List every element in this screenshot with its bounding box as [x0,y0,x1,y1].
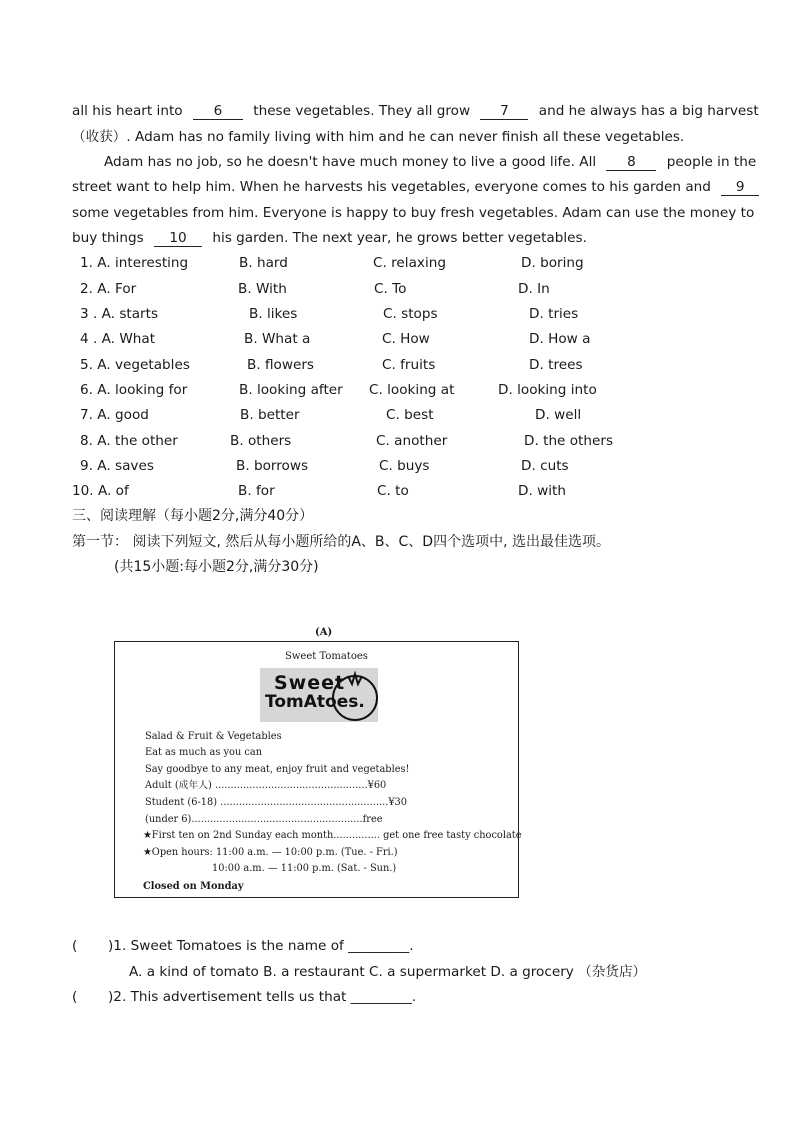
option-b: B. borrows [236,458,309,474]
option-d: D. the others [524,433,614,449]
ad-line: Salad & Fruit & Vegetables [145,731,282,742]
option-a: 4 . A. What [80,331,156,347]
question-2: )2. This advertisement tells us that _________. [108,989,417,1005]
ad-closed-day: Closed on Monday [143,881,244,892]
option-a: 9. A. saves [80,458,154,474]
passage-text: Adam has no job, so he doesn't have much money to live a good life. All [104,154,597,170]
option-d: D. cuts [521,458,569,474]
option-b: B. What a [244,331,311,347]
passage-line-5: some vegetables from him. Everyone is happy to buy fresh vegetables. Adam can use the money to [72,205,755,221]
option-row [0,305,794,323]
option-row [0,254,794,272]
passage-line-2: （收获）. Adam has no family living with him and he can never finish all these vegetables. [72,129,685,145]
blank-6: 6 [193,103,243,120]
passage-line-6 [72,229,587,247]
option-b: B. flowers [247,357,314,373]
option-c: C. another [376,433,448,449]
option-c: C. to [377,483,409,499]
option-a: 8. A. the other [80,433,178,449]
option-d: D. well [535,407,582,423]
option-a: 1. A. interesting [80,255,189,271]
option-d: D. looking into [498,382,597,398]
passage-line-1 [72,102,759,120]
option-c: C. looking at [369,382,455,398]
option-b: B. for [238,483,275,499]
option-c: C. stops [383,306,438,322]
option-a: 3 . A. starts [80,306,159,322]
blank-9: 9 [721,179,759,196]
ad-line: Say goodbye to any meat, enjoy fruit and vegetables! [145,764,410,775]
option-c: C. How [382,331,430,347]
option-a: 2. A. For [80,281,137,297]
option-a: 10. A. of [72,483,129,499]
option-a: 6. A. looking for [80,382,188,398]
passage-text: buy things [72,230,144,246]
q1-paren: ( [72,938,78,954]
option-c: C. buys [379,458,430,474]
option-row [0,432,794,450]
option-b: B. hard [239,255,288,271]
option-row [0,482,794,500]
option-b: B. others [230,433,292,449]
section-title: 三、阅读理解（每小题2分,满分40分） [72,508,314,524]
option-c: C. fruits [382,357,436,373]
ad-offer: ★First ten on 2nd Sunday each month............... get one free tasty chocolate [143,830,522,841]
blank-10: 10 [154,230,202,247]
option-row [0,381,794,399]
option-a: 7. A. good [80,407,149,423]
ad-hours-weekend: 10:00 a.m. — 11:00 p.m. (Sat. - Sun.) [212,863,397,874]
ad-title: Sweet Tomatoes [285,651,368,662]
passage-text: and he always has a big harvest [538,103,759,119]
option-b: B. looking after [239,382,343,398]
option-c: C. To [374,281,407,297]
option-row [0,330,794,348]
option-d: D. In [518,281,550,297]
logo-word-tomatoes: TomAtoes. [265,692,365,712]
blank-7: 7 [480,103,528,120]
option-c: C. best [386,407,434,423]
option-d: D. tries [529,306,579,322]
option-d: D. trees [529,357,583,373]
question-1-options: A. a kind of tomato B. a restaurant C. a supermarket D. a grocery （杂货店） [129,964,647,980]
option-row [0,457,794,475]
passage-text: people in the [666,154,757,170]
option-c: C. relaxing [373,255,446,271]
sweet-tomatoes-logo [260,668,378,722]
passage-text: all his heart into [72,103,183,119]
ad-price-adult: Adult (成年人) .................................................¥60 [145,780,387,791]
advertisement-box [114,641,522,898]
section-part-title: 第一节： 阅读下列短文, 然后从每小题所给的A、B、C、D四个选项中, 选出最佳选项。 [72,534,610,550]
option-row [0,406,794,424]
option-d: D. How a [529,331,591,347]
passage-line-4 [72,178,759,196]
option-d: D. boring [521,255,584,271]
logo-word-sweet: Sweet [274,672,346,694]
ad-price-child: (under 6).......................................................free [145,814,383,825]
option-b: B. likes [249,306,298,322]
q2-paren: ( [72,989,78,1005]
ad-price-student: Student (6-18) ......................................................¥30 [145,797,408,808]
option-row [0,356,794,374]
option-a: 5. A. vegetables [80,357,190,373]
question-1: )1. Sweet Tomatoes is the name of _________. [108,938,414,954]
ad-label: (A) [315,627,333,638]
passage-text: street want to help him. When he harvests his vegetables, everyone comes to his garden and [72,179,711,195]
passage-text: these vegetables. They all grow [253,103,471,119]
passage-text: his garden. The next year, he grows better vegetables. [212,230,587,246]
ad-hours-weekday: ★Open hours: 11:00 a.m. — 10:00 p.m. (Tue. - Fri.) [143,847,398,858]
option-b: B. better [240,407,300,423]
option-d: D. with [518,483,566,499]
passage-line-3 [104,153,756,171]
ad-line: Eat as much as you can [145,747,263,758]
option-row [0,280,794,298]
option-b: B. With [238,281,287,297]
blank-8: 8 [606,154,656,171]
section-part-note: (共15小题:每小题2分,满分30分) [114,559,319,575]
